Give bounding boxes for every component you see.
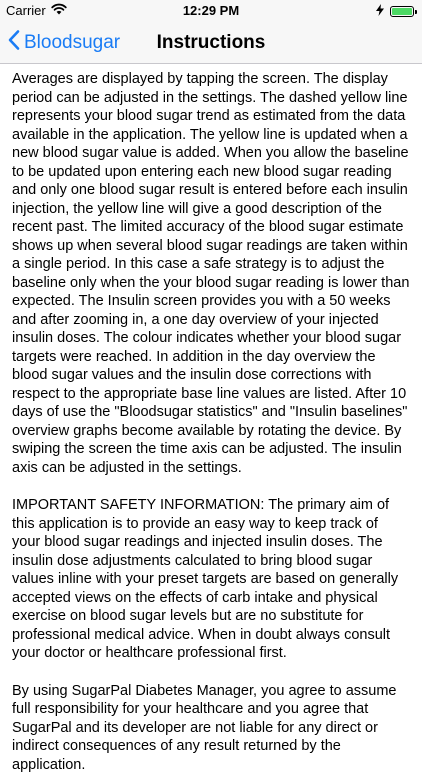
back-button[interactable] bbox=[8, 22, 120, 64]
status-bar bbox=[0, 0, 422, 22]
carrier-label: Carrier bbox=[6, 3, 46, 18]
charging-icon bbox=[376, 4, 384, 19]
safety-information-paragraph: IMPORTANT SAFETY INFORMATION: The primary aim of this application is to provide an easy way to keep track of your blood sugar readings and injected insulin doses. The insulin dose adjustments calculated to bring blood sugar values inline with your preset targets are based on generally accepted views on the effects of carb intake and physical exercise on blood sugar levels but are no substitute for professional medical advice. When in doubt always consult your doctor or healthcare professional first. bbox=[12, 496, 410, 663]
battery-icon bbox=[390, 6, 414, 17]
status-time: 12:29 PM bbox=[0, 3, 422, 18]
navigation-bar bbox=[0, 22, 422, 64]
battery-fill bbox=[392, 8, 412, 15]
instructions-paragraph-1: Averages are displayed by tapping the screen. The display period can be adjusted in the settings. The dashed yellow line represents your blood sugar trend as estimated from the data available in the application. The yellow line is updated when a new blood sugar value is added. When you allow the baseline to be updated upon entering each new blood sugar reading and only one blood sugar result is entered before each insulin injection, the yellow line will give a good description of the recent past. The limited accuracy of the blood sugar estimate shows up when several blood sugar readings are taken within a single period. In this case a safe strategy is to adjust the baseline only when the your blood sugar reading is lower than expected. The Insulin screen provides you with a 50 weeks and after zooming in, a one day overview of your injected insulin doses. The colour indicates whether your blood sugar targets were reached. In addition in the day overview the blood sugar values and the insulin dose corrections with respect to the appropriate base line values are listed. After 10 days of use the "Bloodsugar statistics" and "Insulin baselines" overview graphs become available by rotating the device. By swiping the screen the time axis can be adjusted. The insulin axis can be adjusted in the settings. bbox=[12, 70, 410, 477]
back-button-label: Bloodsugar bbox=[24, 32, 120, 54]
battery-cap bbox=[415, 10, 417, 14]
liability-paragraph: By using SugarPal Diabetes Manager, you agree to assume full responsibility for your healthcare and you agree that SugarPal and its developer are not liable for any direct or indirect consequences of any result returned by the application. bbox=[12, 682, 410, 774]
chevron-left-icon bbox=[8, 30, 20, 56]
status-right bbox=[376, 4, 414, 19]
instructions-text-view[interactable] bbox=[0, 64, 422, 774]
page-title: Instructions bbox=[0, 22, 422, 64]
